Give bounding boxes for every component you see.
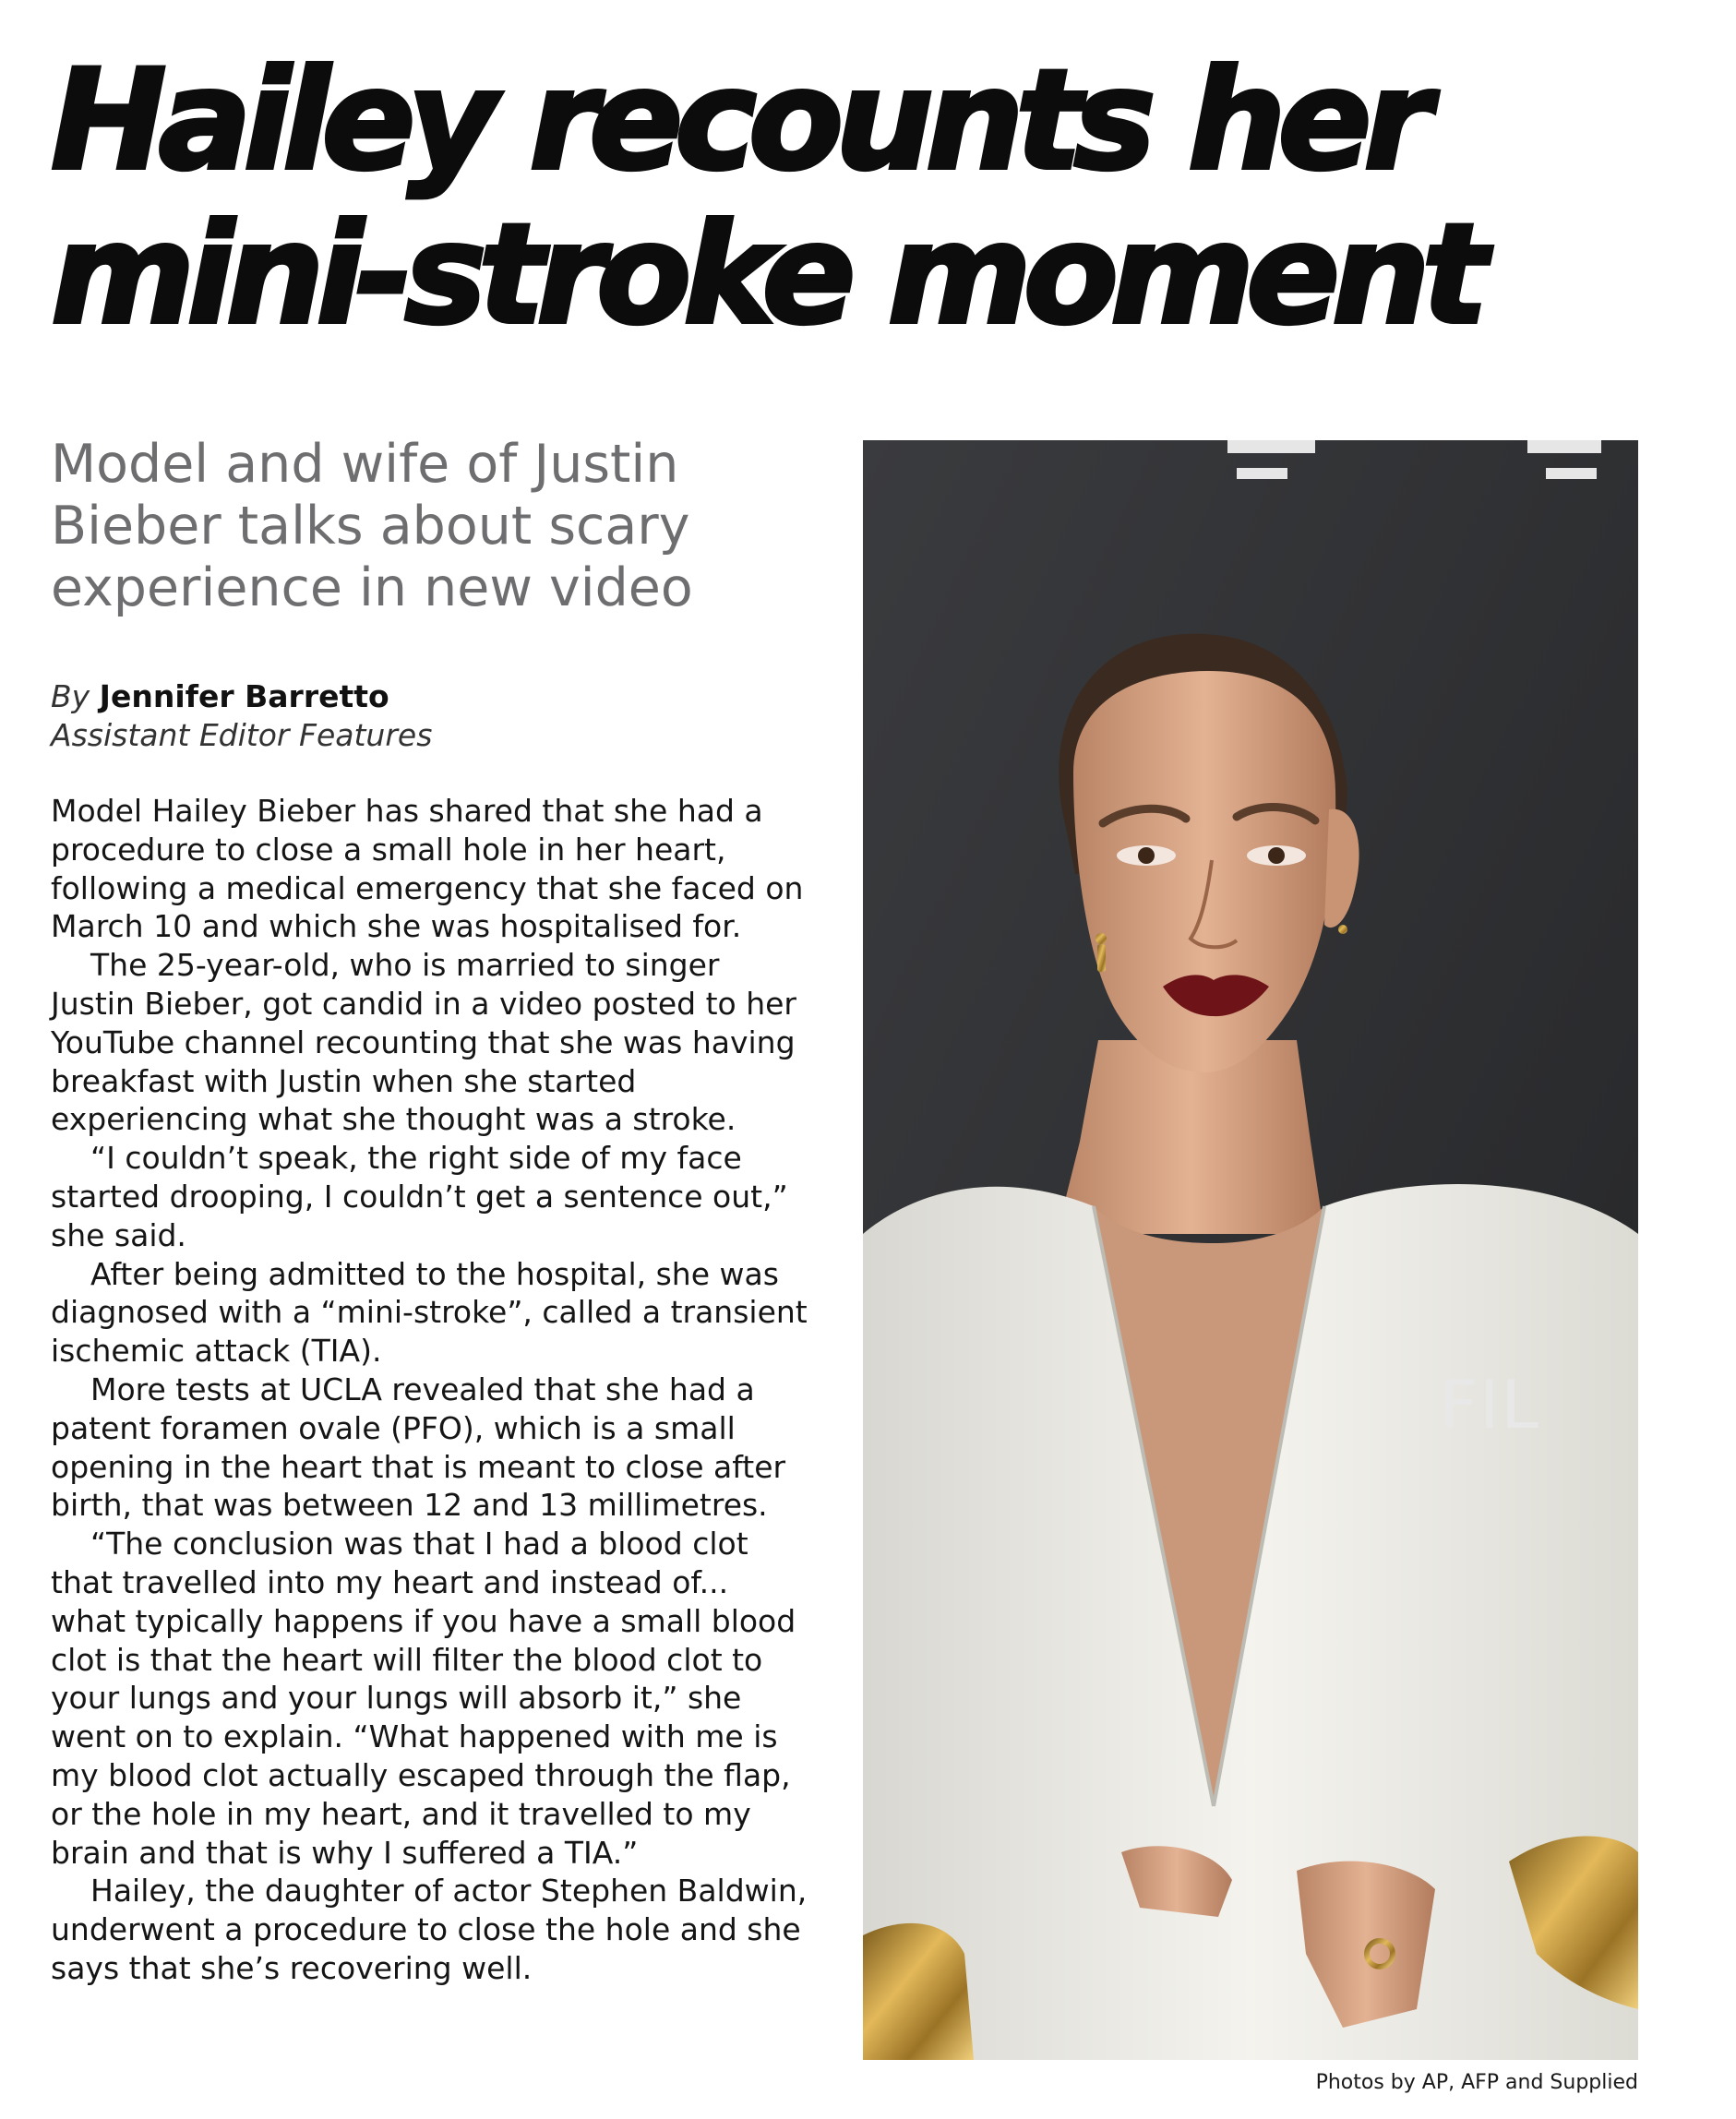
article-body bbox=[51, 792, 812, 1988]
byline-prefix: By bbox=[51, 678, 90, 714]
body-paragraph-2: The 25-year-old, who is married to singer Justin Bieber, got candid in a video posted to her YouTube channel recounting that she was having breakfast with Justin when she started experiencing what she thought was a stroke. bbox=[51, 947, 796, 1138]
hailey-photo bbox=[863, 440, 1638, 2060]
standfirst: Model and wife of Justin Bieber talks about scary experience in new video bbox=[51, 434, 693, 618]
headline-line-1: Hailey recounts her bbox=[51, 41, 1424, 201]
headline-line-2: mini-stroke moment bbox=[51, 195, 1480, 355]
byline-author: Jennifer Barretto bbox=[99, 678, 389, 714]
byline bbox=[51, 677, 844, 755]
byline-role: Assistant Editor Features bbox=[51, 717, 433, 753]
body-paragraph-6: “The conclusion was that I had a blood clot that travelled into my heart and instead of... what typically happens if you have a small blood clot is that the heart will filter the blood clot to your lungs and your lungs will absorb it,” she went on to explain. “What happened with me is my blood clot actually escaped through the flap, or the hole in my heart, and it travelled to my brain and that is why I suffered a TIA.” bbox=[51, 1526, 796, 1871]
left-gold-cuff bbox=[863, 1923, 974, 2060]
headline bbox=[51, 41, 1712, 355]
body-paragraph-4: After being admitted to the hospital, she was diagnosed with a “mini-stroke”, called a transient ischemic attack (TIA). bbox=[51, 1255, 808, 1370]
body-paragraph-1: Model Hailey Bieber has shared that she had a procedure to close a small hole in her heart, following a medical emergency that she faced on March 10 and which she was hospitalised for. bbox=[51, 793, 804, 945]
body-paragraph-5: More tests at UCLA revealed that she had a patent foramen ovale (PFO), which is a small opening in the heart that is meant to close after birth, that was between 12 and 13 millimetres. bbox=[51, 1371, 786, 1524]
backdrop-sign-text: FIL bbox=[1440, 1366, 1540, 1443]
right-earring bbox=[1338, 925, 1347, 934]
left-earring bbox=[1095, 933, 1107, 944]
portrait-illustration bbox=[863, 440, 1638, 2060]
body-paragraph-7: Hailey, the daughter of actor Stephen Baldwin, underwent a procedure to close the hole and she says that she’s recovering well. bbox=[51, 1873, 808, 1986]
photo-credit: Photos by AP, AFP and Supplied bbox=[1315, 2071, 1638, 2094]
body-paragraph-3: “I couldn’t speak, the right side of my face started drooping, I couldn’t get a sentence out,” she said. bbox=[51, 1140, 788, 1253]
